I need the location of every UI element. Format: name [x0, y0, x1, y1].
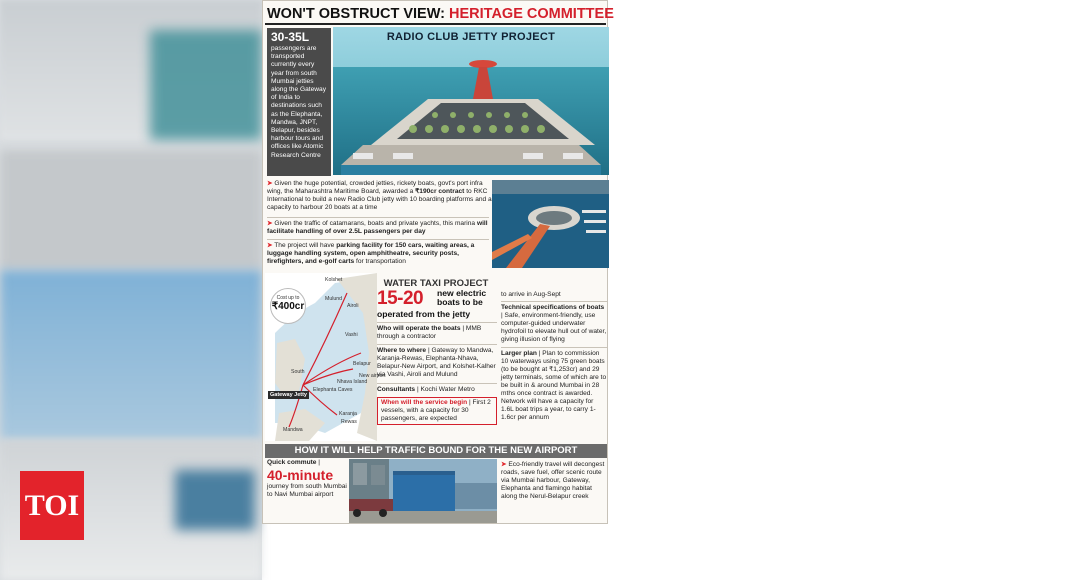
aerial-jetty-svg — [492, 180, 609, 268]
water-taxi-right-column — [501, 291, 607, 422]
aerial-jetty-image — [492, 180, 609, 268]
commute-label: Quick commute | — [267, 459, 321, 466]
infographic — [262, 0, 614, 524]
water-taxi-details — [377, 289, 497, 425]
toi-logo[interactable] — [20, 471, 84, 540]
when-answer: | First 2 vessels, with a capacity for 30 passengers, are expected — [381, 398, 491, 422]
gateway-jetty-label: Gateway Jetty — [270, 392, 307, 398]
bullet-contract-pre: Given the huge potential, crowded jetties, rickety boats, govt's port infra wing, the Maharashtra Maritime Board, awarded a — [267, 180, 483, 196]
bullet-marina-pre: Given the traffic of catamarans, boats and private yachts, this marina — [274, 220, 477, 227]
map-label-kolshet: Kolshet — [325, 277, 343, 283]
jetty-rendering-svg — [333, 27, 609, 175]
map-label-belapur: Belapur — [353, 361, 371, 367]
background-right — [608, 0, 1069, 580]
where-answer: | Gateway to Mandwa, Karanja-Rewas, Elephanta-Nhava, Belapur-New Airport, and Kolshet-Kalher via Vashi, Airoli and Mulund — [377, 347, 496, 379]
bullet-marina-bold: will facilitate handling of over 2.5L passengers per day — [267, 220, 488, 236]
map-label-airoli: Airoli — [347, 303, 359, 309]
passenger-text: passengers are transported currently every year from south Mumbai jetties along the Gateway of India to destinations such as the Elephanta, Mandwa, JNPT, Belapur, besides harbour tours and offices like Atomic Research Centre — [271, 45, 326, 159]
map-label-vashi: Vashi — [345, 332, 358, 338]
waterfront-photo-svg — [349, 459, 497, 523]
cost-value: ₹400cr — [271, 301, 305, 312]
jetty-project-title: RADIO CLUB JETTY PROJECT — [386, 31, 556, 43]
service-start-box — [377, 397, 497, 425]
arrow-icon: ➤ — [501, 461, 507, 468]
map-label-nhava: Nhava Island — [337, 379, 368, 385]
map-label-mulund: Mulund — [325, 296, 343, 302]
commute-duration: 40-minute — [267, 467, 334, 484]
commute-text: journey from south Mumbai to Navi Mumbai airport — [267, 483, 347, 499]
bullet-facilities-bold: parking facility for 150 cars, waiting areas, a luggage handling system, open amphitheatre, security posts, firefighters, and e-golf carts — [267, 242, 475, 266]
consult-answer: | Kochi Water Metro — [415, 385, 475, 393]
map-label-elephanta: Elephanta Caves — [313, 387, 353, 393]
jetty-rendering-image — [333, 27, 609, 175]
cost-badge — [270, 288, 306, 324]
boats-side-text: new electric boats to be — [437, 288, 487, 307]
headline — [265, 3, 614, 25]
tech-answer: | Safe, environment-friendly, use computer-guided underwater hydrofoil to elevate hull out of water, giving illusion of flying — [501, 312, 607, 344]
where-question: Where to where — [377, 347, 427, 355]
arrow-icon: ➤ — [267, 180, 273, 187]
who-answer: | MMB through a contractor — [377, 325, 482, 341]
divider — [267, 239, 489, 240]
arrow-icon: ➤ — [267, 242, 273, 249]
larger-plan — [501, 350, 607, 423]
eco-text: Eco-friendly travel will decongest roads, save fuel, offer scenic route via Mumbai harbour, Gateway, Elephanta and flamingo habitat along the Nerul-Belapur creek — [501, 461, 605, 501]
waterfront-photo — [349, 459, 497, 523]
water-taxi-title-text: WATER TAXI PROJECT — [383, 278, 489, 289]
quick-commute — [267, 459, 347, 499]
bullet-facilities-post: for transportation — [354, 258, 406, 266]
bullet-contract-bold: ₹190cr contract — [415, 188, 465, 196]
toi-logo-text: TOI — [24, 488, 80, 522]
plan-question: Larger plan — [501, 349, 537, 357]
who-question: Who will operate the boats — [377, 325, 461, 332]
boats-count: 15-20 — [377, 288, 424, 309]
bullet-contract — [267, 180, 493, 212]
boats-line2: operated from the jetty — [377, 309, 471, 319]
passenger-count: 30-35L — [271, 30, 310, 44]
eco-friendly-note — [501, 461, 605, 501]
when-question: When will the service begin — [381, 398, 468, 406]
divider — [267, 217, 489, 218]
map-label-mandwa: Mandwa — [283, 427, 303, 433]
traffic-bar: HOW IT WILL HELP TRAFFIC BOUND FOR THE NEW AIRPORT — [265, 444, 607, 458]
headline-black: WON'T OBSTRUCT VIEW: — [267, 6, 445, 22]
commute-label-text: Quick commute — [267, 459, 317, 466]
tech-specs — [501, 304, 607, 347]
map-label-south: South — [291, 369, 305, 375]
arrival-text: to arrive in Aug-Sept — [501, 291, 607, 302]
arrow-icon: ➤ — [267, 220, 273, 227]
map-label-new-airport: New airport — [359, 373, 386, 379]
cost-label: Cost up to — [276, 295, 300, 301]
consultants — [377, 383, 497, 394]
bullet-contract-post: to RKC International to build a new Radio Club jetty with 10 boarding platforms and a capacity to harbour 20 boats at a time — [267, 188, 492, 212]
where-to-where — [377, 344, 497, 379]
plan-answer: | Plan to commission 10 waterways using 75 green boats (to be bought at ₹1,253cr) and 29 jetty terminals, some of which are to be built in & around Mumbai in 28 mths once contract is awarded. Network will have a capacity for 1.6L boat trips a year, to carry 1-1.6cr per annum — [501, 349, 607, 422]
bullet-facilities — [267, 242, 493, 266]
who-operates — [377, 322, 497, 341]
consult-question: Consultants — [377, 385, 416, 393]
headline-red: HERITAGE COMMITTEE — [449, 6, 614, 22]
bullet-facilities-pre: The project will have — [274, 242, 337, 249]
map-label-rewas: Rewas — [341, 419, 357, 425]
passenger-sidebar — [267, 28, 331, 176]
map-label-karanja: Karanja — [339, 411, 357, 417]
bullet-marina — [267, 220, 493, 236]
tech-question: Technical specifications of boats — [501, 304, 605, 312]
